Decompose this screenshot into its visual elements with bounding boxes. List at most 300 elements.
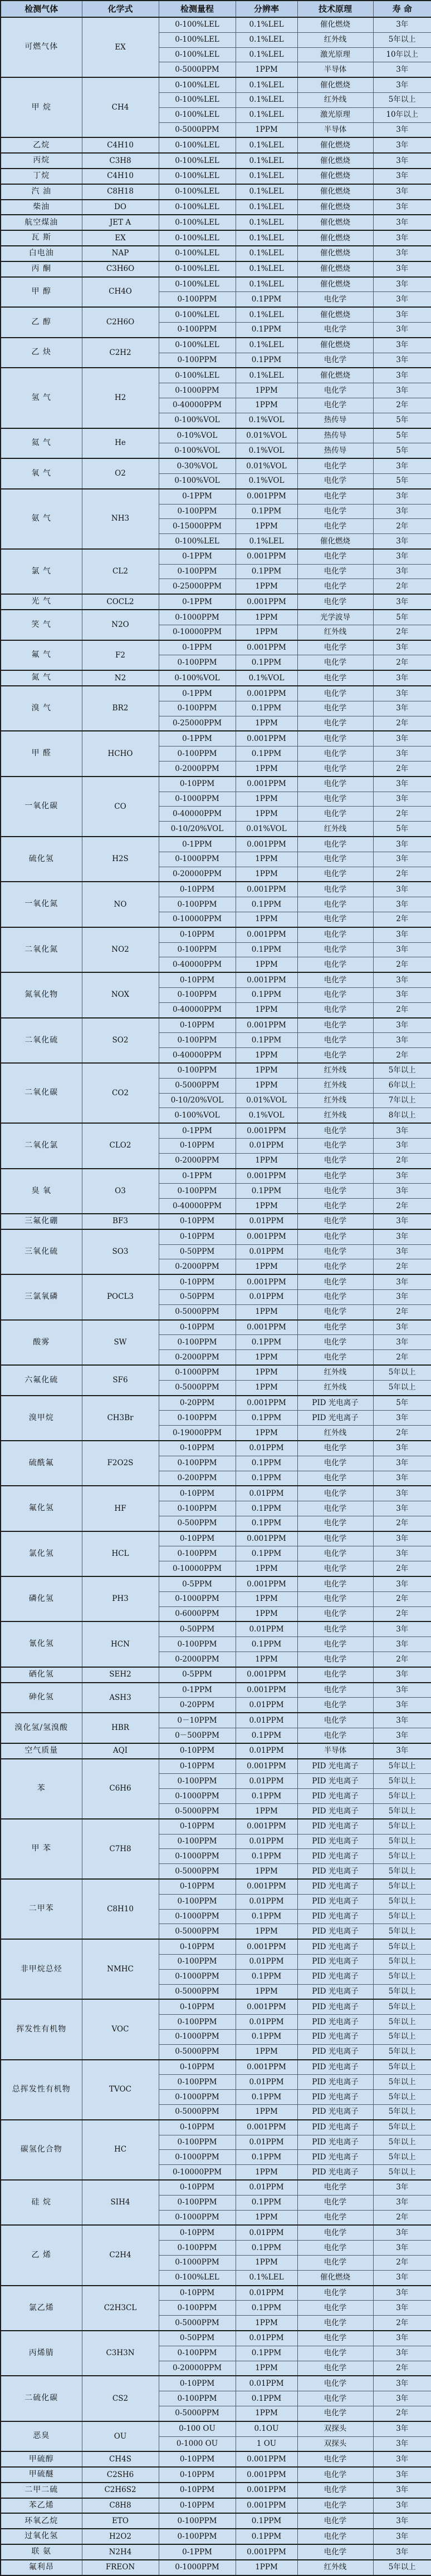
gas-name-cell: 甲 醛 bbox=[1, 731, 82, 776]
principle-cell: PID 光电离子 bbox=[297, 1909, 373, 1924]
resolution-cell: 0.001PPM bbox=[236, 1018, 297, 1033]
resolution-cell: 0.001PPM bbox=[236, 1576, 297, 1591]
gas-name-cell: 可燃气体 bbox=[1, 17, 82, 77]
table-row bbox=[1, 2180, 431, 2195]
formula-cell: C2H3CL bbox=[82, 2286, 159, 2331]
principle-cell: 红外线 bbox=[297, 1365, 373, 1380]
range-cell: 0-1000PPM bbox=[159, 852, 236, 867]
lifespan-cell: 3年 bbox=[373, 1411, 431, 1426]
lifespan-cell: 2年 bbox=[373, 1304, 431, 1319]
range-cell: 0-100 OU bbox=[159, 2421, 236, 2436]
resolution-cell: 0.001PPM bbox=[236, 1320, 297, 1335]
lifespan-cell: 2年 bbox=[373, 579, 431, 594]
gas-name-cell: 白电油 bbox=[1, 246, 82, 261]
lifespan-cell: 2年 bbox=[373, 1259, 431, 1274]
principle-cell: 电化学 bbox=[297, 564, 373, 579]
range-cell: 0-1000 OU bbox=[159, 2436, 236, 2451]
resolution-cell: 1PPM bbox=[236, 519, 297, 534]
gas-name-cell: 丁烷 bbox=[1, 169, 82, 184]
table-row bbox=[1, 1879, 431, 1894]
table-row bbox=[1, 2286, 431, 2301]
resolution-cell: 0.1%VOL bbox=[236, 413, 297, 428]
principle-cell: 电化学 bbox=[297, 1621, 373, 1636]
formula-cell: HCL bbox=[82, 1531, 159, 1576]
range-cell: 0-20PPM bbox=[159, 1396, 236, 1411]
formula-cell: C6H6 bbox=[82, 1759, 159, 1819]
table-row bbox=[1, 670, 431, 686]
resolution-cell: 0.01PPM bbox=[236, 2225, 297, 2240]
resolution-cell: 0.001PPM bbox=[236, 1531, 297, 1546]
principle-cell: 电化学 bbox=[297, 701, 373, 716]
resolution-cell: 1PPM bbox=[236, 122, 297, 137]
resolution-cell: 0.001PPM bbox=[236, 1229, 297, 1244]
principle-cell: 电化学 bbox=[297, 2210, 373, 2225]
principle-cell: 电化学 bbox=[297, 1698, 373, 1713]
resolution-cell: 0.1PPM bbox=[236, 988, 297, 1003]
lifespan-cell: 3年 bbox=[373, 2225, 431, 2240]
lifespan-cell: 3年 bbox=[373, 2301, 431, 2316]
lifespan-cell: 3年 bbox=[373, 1576, 431, 1591]
range-cell: 0-100PPM bbox=[159, 1063, 236, 1078]
range-cell: 0-1PPM bbox=[159, 731, 236, 746]
lifespan-cell: 3年 bbox=[373, 62, 431, 77]
principle-cell: 电化学 bbox=[297, 1048, 373, 1063]
range-cell: 0-40000PPM bbox=[159, 957, 236, 972]
resolution-cell: 1PPM bbox=[236, 62, 297, 77]
principle-cell: 电化学 bbox=[297, 942, 373, 957]
lifespan-cell: 3年 bbox=[373, 383, 431, 398]
principle-cell: PID 光电离子 bbox=[297, 2044, 373, 2059]
lifespan-cell: 3年 bbox=[373, 1621, 431, 1636]
table-row bbox=[1, 2544, 431, 2560]
resolution-cell: 0.1PPM bbox=[236, 2195, 297, 2210]
principle-cell: 催化燃烧 bbox=[297, 153, 373, 169]
principle-cell: PID 光电离子 bbox=[297, 1955, 373, 1970]
resolution-cell: 1PPM bbox=[236, 1426, 297, 1441]
lifespan-cell: 3年 bbox=[373, 230, 431, 246]
range-cell: 0-100PPM bbox=[159, 564, 236, 579]
formula-cell: DO bbox=[82, 200, 159, 215]
range-cell: 0-1PPM bbox=[159, 2544, 236, 2560]
resolution-cell: 0.1%LEL bbox=[236, 200, 297, 215]
range-cell: 0-10PPM bbox=[159, 972, 236, 987]
range-cell: 0-100PPM bbox=[159, 504, 236, 519]
formula-cell: PH3 bbox=[82, 1576, 159, 1621]
formula-cell: EX bbox=[82, 17, 159, 77]
principle-cell: 催化燃烧 bbox=[297, 137, 373, 153]
lifespan-cell: 3年 bbox=[373, 1169, 431, 1184]
principle-cell: 电化学 bbox=[297, 2255, 373, 2270]
range-cell: 0-10PPM bbox=[159, 1743, 236, 1759]
resolution-cell: 0.1PPM bbox=[236, 2513, 297, 2529]
table-row bbox=[1, 1486, 431, 1501]
principle-cell: 电化学 bbox=[297, 1184, 373, 1199]
formula-cell: NH3 bbox=[82, 489, 159, 549]
principle-cell: PID 光电离子 bbox=[297, 2135, 373, 2150]
gas-name-cell: 氮氧化物 bbox=[1, 972, 82, 1017]
resolution-cell: 0.001PPM bbox=[236, 927, 297, 942]
resolution-cell: 1PPM bbox=[236, 1804, 297, 1819]
range-cell: 0-10PPM bbox=[159, 1441, 236, 1456]
gas-name-cell: 氟 气 bbox=[1, 640, 82, 671]
principle-cell: 电化学 bbox=[297, 731, 373, 746]
lifespan-cell: 3年 bbox=[373, 1018, 431, 1033]
principle-cell: PID 光电离子 bbox=[297, 2104, 373, 2119]
range-cell: 0-10PPM bbox=[159, 2451, 236, 2467]
range-cell: 0-100%LEL bbox=[159, 77, 236, 92]
principle-cell: 电化学 bbox=[297, 1244, 373, 1259]
resolution-cell: 0.1PPM bbox=[236, 1456, 297, 1471]
resolution-cell: 0.001PPM bbox=[236, 1169, 297, 1184]
range-cell: 0-1000PPM bbox=[159, 2090, 236, 2105]
range-cell: 0-100%LEL bbox=[159, 534, 236, 549]
principle-cell: 电化学 bbox=[297, 1606, 373, 1621]
table-row bbox=[1, 686, 431, 701]
gas-name-cell: 丙烯腈 bbox=[1, 2331, 82, 2376]
table-row bbox=[1, 17, 431, 32]
lifespan-cell: 2年 bbox=[373, 1199, 431, 1214]
lifespan-cell: 3年 bbox=[373, 1320, 431, 1335]
table-row bbox=[1, 1214, 431, 1229]
range-cell: 0-10PPM bbox=[159, 1320, 236, 1335]
lifespan-cell: 5年以上 bbox=[373, 2015, 431, 2030]
principle-cell: 催化燃烧 bbox=[297, 246, 373, 261]
gas-name-cell: 氧 气 bbox=[1, 458, 82, 489]
formula-cell: N2H4 bbox=[82, 2544, 159, 2560]
gas-name-cell: 氟利昂 bbox=[1, 2560, 82, 2575]
formula-cell: HF bbox=[82, 1486, 159, 1531]
table-row bbox=[1, 1531, 431, 1546]
lifespan-cell: 2年 bbox=[373, 1426, 431, 1441]
resolution-cell: 0.01PPM bbox=[236, 1441, 297, 1456]
resolution-cell: 1PPM bbox=[236, 1924, 297, 1939]
resolution-cell: 1PPM bbox=[236, 398, 297, 413]
resolution-cell: 1PPM bbox=[236, 2255, 297, 2270]
gas-name-cell: 二氧化氮 bbox=[1, 927, 82, 972]
lifespan-cell: 5年以上 bbox=[373, 1909, 431, 1924]
resolution-cell: 0.1%LEL bbox=[236, 107, 297, 122]
principle-cell: 电化学 bbox=[297, 1169, 373, 1184]
gas-name-cell: 氢 气 bbox=[1, 368, 82, 428]
formula-cell: H2 bbox=[82, 368, 159, 428]
resolution-cell: 1PPM bbox=[236, 2361, 297, 2376]
range-cell: 0-30%VOL bbox=[159, 458, 236, 473]
resolution-cell: 1PPM bbox=[236, 1984, 297, 1999]
principle-cell: 电化学 bbox=[297, 957, 373, 972]
lifespan-cell: 5年以上 bbox=[373, 1759, 431, 1774]
resolution-cell: 1 OU bbox=[236, 2436, 297, 2451]
principle-cell: 电化学 bbox=[297, 2225, 373, 2240]
range-cell: 0-40000PPM bbox=[159, 1199, 236, 1214]
principle-cell: 电化学 bbox=[297, 2286, 373, 2301]
gas-name-cell: 瓦 斯 bbox=[1, 230, 82, 246]
range-cell: 0-100PPM bbox=[159, 1774, 236, 1789]
resolution-cell: 1PPM bbox=[236, 807, 297, 822]
formula-cell: NOX bbox=[82, 972, 159, 1017]
resolution-cell: 0.001PPM bbox=[236, 731, 297, 746]
resolution-cell: 0.1PPM bbox=[236, 2529, 297, 2544]
principle-cell: 电化学 bbox=[297, 1637, 373, 1652]
resolution-cell: 0.1%LEL bbox=[236, 17, 297, 32]
table-row bbox=[1, 2513, 431, 2529]
gas-name-cell: 臭 氧 bbox=[1, 1169, 82, 1214]
formula-cell: C4H10 bbox=[82, 169, 159, 184]
table-row bbox=[1, 1396, 431, 1411]
principle-cell: 电化学 bbox=[297, 2529, 373, 2544]
resolution-cell: 1PPM bbox=[236, 2104, 297, 2119]
range-cell: 0-100%LEL bbox=[159, 200, 236, 215]
range-cell: 0-100PPM bbox=[159, 2513, 236, 2529]
range-cell: 0-100%LEL bbox=[159, 17, 236, 32]
gas-name-cell: 二甲二硫 bbox=[1, 2483, 82, 2498]
principle-cell: 电化学 bbox=[297, 383, 373, 398]
formula-cell: NAP bbox=[82, 246, 159, 261]
gas-name-cell: 二氧化硫 bbox=[1, 1018, 82, 1063]
principle-cell: 电化学 bbox=[297, 519, 373, 534]
lifespan-cell: 3年 bbox=[373, 17, 431, 32]
column-header-formula: 化学式 bbox=[82, 1, 159, 17]
resolution-cell: 1PPM bbox=[236, 610, 297, 625]
range-cell: 0-100%LEL bbox=[159, 230, 236, 246]
formula-cell: HC bbox=[82, 2120, 159, 2180]
range-cell: 0-40000PPM bbox=[159, 1002, 236, 1017]
range-cell: 0-100PPM bbox=[159, 2195, 236, 2210]
principle-cell: 热传导 bbox=[297, 443, 373, 458]
gas-name-cell: 三氟化硼 bbox=[1, 1214, 82, 1229]
formula-cell: H2O2 bbox=[82, 2529, 159, 2544]
range-cell: 0-100PPM bbox=[159, 2391, 236, 2406]
principle-cell: PID 光电离子 bbox=[297, 1759, 373, 1774]
resolution-cell: 0.1%LEL bbox=[236, 230, 297, 246]
resolution-cell: 0.1%LEL bbox=[236, 153, 297, 169]
gas-name-cell: 氯乙烯 bbox=[1, 2286, 82, 2331]
resolution-cell: 0.1PPM bbox=[236, 2391, 297, 2406]
range-cell: 0-10PPM bbox=[159, 1229, 236, 1244]
gas-name-cell: 柴油 bbox=[1, 200, 82, 215]
lifespan-cell: 2年 bbox=[373, 1516, 431, 1531]
gas-name-cell: 光 气 bbox=[1, 594, 82, 610]
resolution-cell: 0.001PPM bbox=[236, 1396, 297, 1411]
formula-cell: COCL2 bbox=[82, 594, 159, 610]
range-cell: 0-100PPM bbox=[159, 897, 236, 912]
lifespan-cell: 5年以上 bbox=[373, 1879, 431, 1894]
table-row bbox=[1, 2560, 431, 2575]
resolution-cell: 1PPM bbox=[236, 1606, 297, 1621]
resolution-cell: 0.1PPM bbox=[236, 1033, 297, 1048]
principle-cell: 电化学 bbox=[297, 2391, 373, 2406]
table-row bbox=[1, 368, 431, 383]
range-cell: 0-10000PPM bbox=[159, 2165, 236, 2180]
table-row bbox=[1, 215, 431, 230]
range-cell: 0-100%VOL bbox=[159, 413, 236, 428]
formula-cell: JET A bbox=[82, 215, 159, 230]
range-cell: 0-100PPM bbox=[159, 1955, 236, 1970]
resolution-cell: 0.001PPM bbox=[236, 837, 297, 852]
lifespan-cell: 3年 bbox=[373, 731, 431, 746]
formula-cell: POCL3 bbox=[82, 1274, 159, 1319]
table-body bbox=[1, 17, 431, 2575]
table-row bbox=[1, 549, 431, 564]
formula-cell: SEH2 bbox=[82, 1667, 159, 1683]
resolution-cell: 0.1%VOL bbox=[236, 473, 297, 488]
formula-cell: CLO2 bbox=[82, 1123, 159, 1168]
resolution-cell: 0.1%LEL bbox=[236, 215, 297, 230]
resolution-cell: 1PPM bbox=[236, 2210, 297, 2225]
formula-cell: F2O2S bbox=[82, 1441, 159, 1486]
lifespan-cell: 3年 bbox=[373, 322, 431, 337]
resolution-cell: 1PPM bbox=[236, 1199, 297, 1214]
range-cell: 0-1PPM bbox=[159, 594, 236, 610]
gas-name-cell: 酸雾 bbox=[1, 1320, 82, 1365]
principle-cell: 电化学 bbox=[297, 2316, 373, 2331]
principle-cell: 电化学 bbox=[297, 686, 373, 701]
range-cell: 0-100%LEL bbox=[159, 32, 236, 47]
table-row bbox=[1, 594, 431, 610]
principle-cell: 激光原理 bbox=[297, 47, 373, 62]
resolution-cell: 0.001PPM bbox=[236, 2498, 297, 2514]
principle-cell: 电化学 bbox=[297, 1546, 373, 1561]
formula-cell: ASH3 bbox=[82, 1683, 159, 1713]
range-cell: 0-20000PPM bbox=[159, 867, 236, 882]
lifespan-cell: 3年 bbox=[373, 1728, 431, 1743]
principle-cell: PID 光电离子 bbox=[297, 2060, 373, 2075]
lifespan-cell: 3年 bbox=[373, 549, 431, 564]
column-header-resolution: 分辨率 bbox=[236, 1, 297, 17]
range-cell: 0-10PPM bbox=[159, 1486, 236, 1501]
principle-cell: 电化学 bbox=[297, 852, 373, 867]
range-cell: 0-50PPM bbox=[159, 2331, 236, 2346]
range-cell: 0－500PPM bbox=[159, 1728, 236, 1743]
range-cell: 0-1000PPM bbox=[159, 610, 236, 625]
principle-cell: 电化学 bbox=[297, 2180, 373, 2195]
principle-cell: 电化学 bbox=[297, 2451, 373, 2467]
range-cell: 0-5000PPM bbox=[159, 1304, 236, 1319]
lifespan-cell: 3年 bbox=[373, 701, 431, 716]
range-cell: 0-10PPM bbox=[159, 2483, 236, 2498]
range-cell: 0-5000PPM bbox=[159, 2104, 236, 2119]
range-cell: 0-10000PPM bbox=[159, 625, 236, 640]
formula-cell: C2H6O bbox=[82, 307, 159, 338]
resolution-cell: 0.001PPM bbox=[236, 882, 297, 897]
lifespan-cell: 5年以上 bbox=[373, 2104, 431, 2119]
resolution-cell: 0.1OU bbox=[236, 2421, 297, 2436]
lifespan-cell: 3年 bbox=[373, 1214, 431, 1229]
principle-cell: PID 光电离子 bbox=[297, 1849, 373, 1864]
principle-cell: 电化学 bbox=[297, 1441, 373, 1456]
lifespan-cell: 2年 bbox=[373, 1153, 431, 1168]
formula-cell: O2 bbox=[82, 458, 159, 489]
range-cell: 0-100%LEL bbox=[159, 307, 236, 322]
gas-name-cell: 联 氨 bbox=[1, 2544, 82, 2560]
range-cell: 0-10PPM bbox=[159, 2467, 236, 2483]
range-cell: 0-10PPM bbox=[159, 2376, 236, 2391]
range-cell: 0-10PPM bbox=[159, 2225, 236, 2240]
lifespan-cell: 2年 bbox=[373, 1002, 431, 1017]
lifespan-cell: 5年以上 bbox=[373, 1365, 431, 1380]
resolution-cell: 1PPM bbox=[236, 1153, 297, 1168]
table-header bbox=[1, 1, 431, 17]
formula-cell: CL2 bbox=[82, 549, 159, 594]
lifespan-cell: 3年 bbox=[373, 2286, 431, 2301]
resolution-cell: 0.001PPM bbox=[236, 686, 297, 701]
resolution-cell: 0.1PPM bbox=[236, 1849, 297, 1864]
lifespan-cell: 2年 bbox=[373, 1350, 431, 1365]
formula-cell: CO2 bbox=[82, 1063, 159, 1123]
resolution-cell: 1PPM bbox=[236, 625, 297, 640]
gas-name-cell: 氟化氢 bbox=[1, 1486, 82, 1531]
table-row bbox=[1, 230, 431, 246]
principle-cell: PID 光电离子 bbox=[297, 2120, 373, 2135]
lifespan-cell: 5年以上 bbox=[373, 1380, 431, 1395]
formula-cell: SO2 bbox=[82, 1018, 159, 1063]
resolution-cell: 0.001PPM bbox=[236, 489, 297, 504]
resolution-cell: 0.001PPM bbox=[236, 2483, 297, 2498]
gas-name-cell: 甲 苯 bbox=[1, 1819, 82, 1879]
lifespan-cell: 2年 bbox=[373, 912, 431, 927]
lifespan-cell: 3年 bbox=[373, 1698, 431, 1713]
table-row bbox=[1, 2120, 431, 2135]
range-cell: 0-10PPM bbox=[159, 2498, 236, 2514]
gas-name-cell: 二氧化碳 bbox=[1, 1063, 82, 1123]
lifespan-cell: 3年 bbox=[373, 686, 431, 701]
range-cell: 0-10/20%VOL bbox=[159, 1093, 236, 1108]
lifespan-cell: 3年 bbox=[373, 504, 431, 519]
principle-cell: 红外线 bbox=[297, 32, 373, 47]
resolution-cell: 0.001PPM bbox=[236, 1759, 297, 1774]
range-cell: 0-25000PPM bbox=[159, 579, 236, 594]
range-cell: 0-50PPM bbox=[159, 1621, 236, 1636]
formula-cell: C4H10 bbox=[82, 137, 159, 153]
table-row bbox=[1, 1683, 431, 1698]
principle-cell: 电化学 bbox=[297, 2346, 373, 2361]
range-cell: 0-1PPM bbox=[159, 489, 236, 504]
principle-cell: 电化学 bbox=[297, 1516, 373, 1531]
resolution-cell: 0.001PPM bbox=[236, 549, 297, 564]
range-cell: 0-100PPM bbox=[159, 353, 236, 368]
gas-name-cell: 氯化氢 bbox=[1, 1531, 82, 1576]
lifespan-cell: 5年以上 bbox=[373, 2150, 431, 2165]
range-cell: 0-1000PPM bbox=[159, 1365, 236, 1380]
lifespan-cell: 3年 bbox=[373, 489, 431, 504]
range-cell: 0-5000PPM bbox=[159, 122, 236, 137]
principle-cell: 热传导 bbox=[297, 413, 373, 428]
resolution-cell: 1PPM bbox=[236, 792, 297, 807]
resolution-cell: 1PPM bbox=[236, 1365, 297, 1380]
principle-cell: 催化燃烧 bbox=[297, 169, 373, 184]
resolution-cell: 0.001PPM bbox=[236, 1274, 297, 1289]
lifespan-cell: 2年 bbox=[373, 1652, 431, 1667]
range-cell: 0-2000PPM bbox=[159, 1153, 236, 1168]
resolution-cell: 0.01PPM bbox=[236, 1774, 297, 1789]
range-cell: 0-50PPM bbox=[159, 1244, 236, 1259]
table-row bbox=[1, 1018, 431, 1033]
range-cell: 0-1PPM bbox=[159, 686, 236, 701]
lifespan-cell: 3年 bbox=[373, 882, 431, 897]
table-row bbox=[1, 2331, 431, 2346]
range-cell: 0-100PPM bbox=[159, 322, 236, 337]
table-row bbox=[1, 610, 431, 625]
resolution-cell: 0.1PPM bbox=[236, 655, 297, 670]
range-cell: 0-200PPM bbox=[159, 1471, 236, 1486]
lifespan-cell: 3年 bbox=[373, 2180, 431, 2195]
range-cell: 0-1000PPM bbox=[159, 2029, 236, 2044]
resolution-cell: 1PPM bbox=[236, 383, 297, 398]
resolution-cell: 1PPM bbox=[236, 1380, 297, 1395]
lifespan-cell: 3年 bbox=[373, 1637, 431, 1652]
resolution-cell: 1PPM bbox=[236, 1063, 297, 1078]
principle-cell: 电化学 bbox=[297, 458, 373, 473]
principle-cell: 红外线 bbox=[297, 822, 373, 837]
